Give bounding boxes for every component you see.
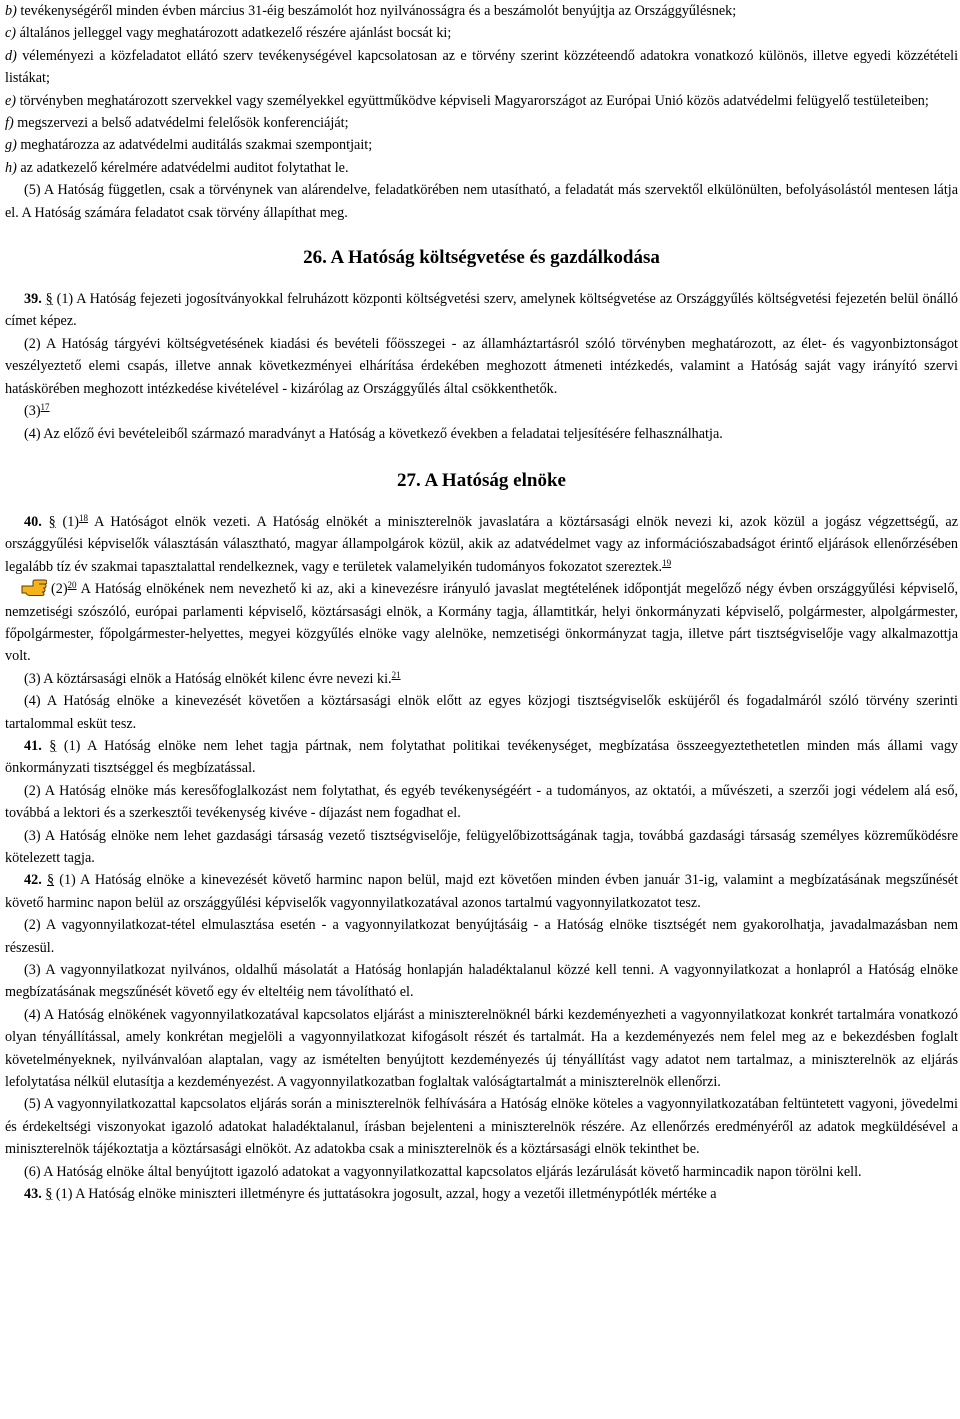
section-42-paragraph-1: 42. § (1) A Hatóság elnöke a kinevezését követő harminc napon belül, majd ezt követően minden évben január 31-ig, valamint a megbízatásának megszűnését követő harminc napon belül az országgyűlési képviselők vagyonnyilatkozatával azonos tartalmú vagyonnyilatkozatot tesz.: [5, 872, 959, 911]
section-42-paragraph-2: (2) A vagyonnyilatkozat-tétel elmulasztása esetén - a vagyonnyilatkozat benyújtásáig - a Hatóság elnöke tisztségét nem gyakorolhatja, javadalmazásban nem részesül.: [5, 917, 958, 956]
footnote-link[interactable]: 18: [79, 512, 89, 523]
list-item: h) az adatkezelő kérelmére adatvédelmi auditot folytathat le.: [5, 159, 349, 176]
section-39-paragraph-3: (3)$^{17}$: [24, 402, 50, 420]
footnote-link[interactable]: 19: [662, 557, 672, 568]
section-heading-27: 27. A Hatóság elnöke: [397, 469, 566, 491]
section-40-paragraph-3: (3) A köztársasági elnök a Hatóság elnökét kilenc évre nevezi ki.$^{21}$: [24, 669, 401, 687]
section-symbol[interactable]: §: [45, 291, 53, 308]
pointing-hand-icon: [21, 578, 47, 596]
list-item: b) tevékenységéről minden évben március 31-éig beszámolót hoz nyilvánosságra és a beszámolót benyújtja az Országgyűlésnek;: [5, 3, 737, 19]
footnote-link[interactable]: 21: [391, 669, 401, 680]
section-symbol[interactable]: §: [46, 872, 55, 889]
section-41-paragraph-3: (3) A Hatóság elnöke nem lehet gazdasági társaság vezető tisztségviselője, felügyelőbizottságának tagja, továbbá gazdasági társaság személyes közreműködésre kötelezett tagja.: [5, 827, 958, 866]
list-item: c) általános jelleggel vagy meghatározott adatkezelő részére ajánlást bocsát ki;: [5, 25, 452, 42]
section-40-paragraph-4: (4) A Hatóság elnöke a kinevezését követően a köztársasági elnök előtt az egyes közjogi tisztségviselők esküjéről és fogadalmáról szóló törvény szerinti tartalommal esküt tesz.: [5, 693, 958, 732]
section-heading-26: 26. A Hatóság költségvetése és gazdálkodása: [303, 247, 660, 269]
section-39-paragraph-2: (2) A Hatóság tárgyévi költségvetésének kiadási és bevételi főösszegei - az államháztartásról szóló törvényben meghatározott, az élet- és vagyonbiztonságot veszélyeztető elemi csapás, illetve annak következményei elhárítása érdekében meghozott átmeneti intézkedés, valamint a Hatóság saját vagy irányító szervi hatáskörében meghozott intézkedése kivételével - kizárólag az Országgyűlés által csökkenthetők.: [5, 335, 958, 397]
section-40-paragraph-1: 40. § (1)$^{18}$ A Hatóságot elnök vezeti. A Hatóság elnökét a miniszterelnök javaslatára a köztársasági elnök nevezi ki, azok közül a jogász végzettségű, az országgyűlési képviselők választásán választható, magyar állampolgárok közül, akik az adatvédelmet vagy az információszabadságot érintő eljárások ellenőrzésében legalább tíz év szakmai tapasztalattal rendelkeznek, vagy e területek valamelyikén tudományos fokozatot szereztek.$^{19}$: [5, 512, 959, 575]
section-symbol[interactable]: §: [49, 737, 57, 754]
section-41-paragraph-2: (2) A Hatóság elnöke más keresőfoglalkozást nem folytathat, és egyéb tevékenységéért - a tudományos, az oktatói, a művészeti, a szerzői jogi védelem alá eső, továbbá a lektori és a szerkesztői tevékenység kivéve - díjazást nem fogadhat el.: [5, 782, 958, 822]
section-42-paragraph-5: (5) A vagyonnyilatkozattal kapcsolatos eljárás során a miniszterelnök felhívására a Hatóság elnöke köteles a vagyonnyilatkozatában feltüntetett vagyoni, jövedelmi és érdekeltségi viszonyokat igazoló adatokat haladéktalanul, írásban bejelenteni a miniszterelnök részére. Az ellenőrzés eredményéről az adatok megküldésével a miniszterelnök tájékoztatja a köztársasági elnököt. Az adatokba csak a miniszterelnök és a köztársasági elnök tekinthet be.: [5, 1096, 958, 1158]
section-symbol[interactable]: §: [48, 513, 56, 530]
section-39-paragraph-4: (4) Az előző évi bevételeiből származó maradványt a Hatóság a következő években a feladatai teljesítésére felhasználhatja.: [24, 425, 723, 442]
list-item: d) véleményezi a közfeladatot ellátó szerv tevékenységével kapcsolatosan az e törvény szerint közzéteendő adatokra vonatkozó különös, illetve egyedi közzétételi listákat;: [5, 47, 959, 87]
section-symbol[interactable]: §: [45, 1186, 53, 1203]
section-42-paragraph-6: (6) A Hatóság elnöke által benyújtott igazoló adatokat a vagyonnyilatkozattal kapcsolatos eljárás lezárulását követő harmincadik napon törölni kell.: [24, 1163, 862, 1180]
items-top: [5, 0, 958, 179]
paragraph-5: (5) A Hatóság független, csak a törvénynek van alárendelve, feladatkörében nem utasítható, a feladatát más szervektől elkülönülten, befolyásolástól mentesen látja el. A Hatóság számára feladatot csak törvény állapíthat meg.: [5, 182, 958, 221]
list-item: f) megszervezi a belső adatvédelmi felelősök konferenciáját;: [5, 115, 349, 132]
footnote-link[interactable]: 20: [67, 580, 77, 591]
footnote-link[interactable]: 17: [40, 402, 50, 413]
section-42-paragraph-4: (4) A Hatóság elnökének vagyonnyilatkozatával kapcsolatos eljárást a miniszterelnöknél bárki kezdeményezheti a vagyonnyilatkozat konkrét tartalmára vonatkozó olyan tényállítással, amely konkrétan megjelöli a vagyonnyilatkozat kifogásolt részét és tartalmát. Ha a kezdeményezés nem felel meg az e bekezdésben foglalt követelményeknek, nyilvánvalóan alaptalan, vagy az ismételten benyújtott kezdeményezés új tényállítást vagy adatot nem tartalmaz, a miniszterelnök az eljárás lefolytatása nélkül elutasítja a kezdeményezést. A vagyonnyilatkozatban foglaltak valóságtartalmát a miniszterelnök ellenőrzi.: [5, 1006, 958, 1091]
section-40-paragraph-2: (2)$^{20}$ A Hatóság elnökének nem nevezhető ki az, aki a kinevezésre irányuló javaslat megtételének időpontját megelőző négy évben országgyűlési képviselő, nemzetiségi szószóló, európai parlamenti képviselő, köztársasági elnök, a Kormány tagja, államtitkár, helyi önkormányzati képviselő, polgármester, alpolgármester, főpolgármester, főpolgármester-helyettes, megyei közgyűlés elnöke vagy alelnöke, nemzetiségi önkormányzat tagja, illetve párt tisztségviselője vagy alkalmazottja volt.: [5, 580, 958, 665]
list-item: e) törvényben meghatározott szervekkel vagy személyekkel együttműködve képviseli Magyarországot az Európai Unió közös adatvédelmi felügyelő testületeiben;: [5, 92, 929, 109]
section-39-paragraph-1: 39. § (1) A Hatóság fejezeti jogosítványokkal felruházott központi költségvetési szerv, amelynek költségvetése az Országgyűlés költségvetési fejezetén belül önálló címet képez.: [5, 291, 959, 330]
section-41-paragraph-1: 41. § (1) A Hatóság elnöke nem lehet tagja pártnak, nem folytathat politikai tevékenységet, megbízatása összeegyeztethetetlen minden más állami vagy önkormányzati tisztséggel és megbízatással.: [5, 737, 959, 777]
section-43-paragraph-1: 43. § (1) A Hatóság elnöke miniszteri illetményre és juttatásokra jogosult, azzal, hogy a vezetői illetménypótlék mértéke a: [24, 1186, 717, 1203]
section-42-paragraph-3: (3) A vagyonnyilatkozat nyilvános, oldalhű másolatát a Hatóság honlapján haladéktalanul közzé kell tenni. A vagyonnyilatkozat a honlapról a Hatóság elnöke megbízatásának megszűnését követő egy év elteltéig nem távolítható el.: [5, 962, 958, 1001]
list-item: g) meghatározza az adatvédelmi auditálás szakmai szempontjait;: [5, 137, 373, 154]
